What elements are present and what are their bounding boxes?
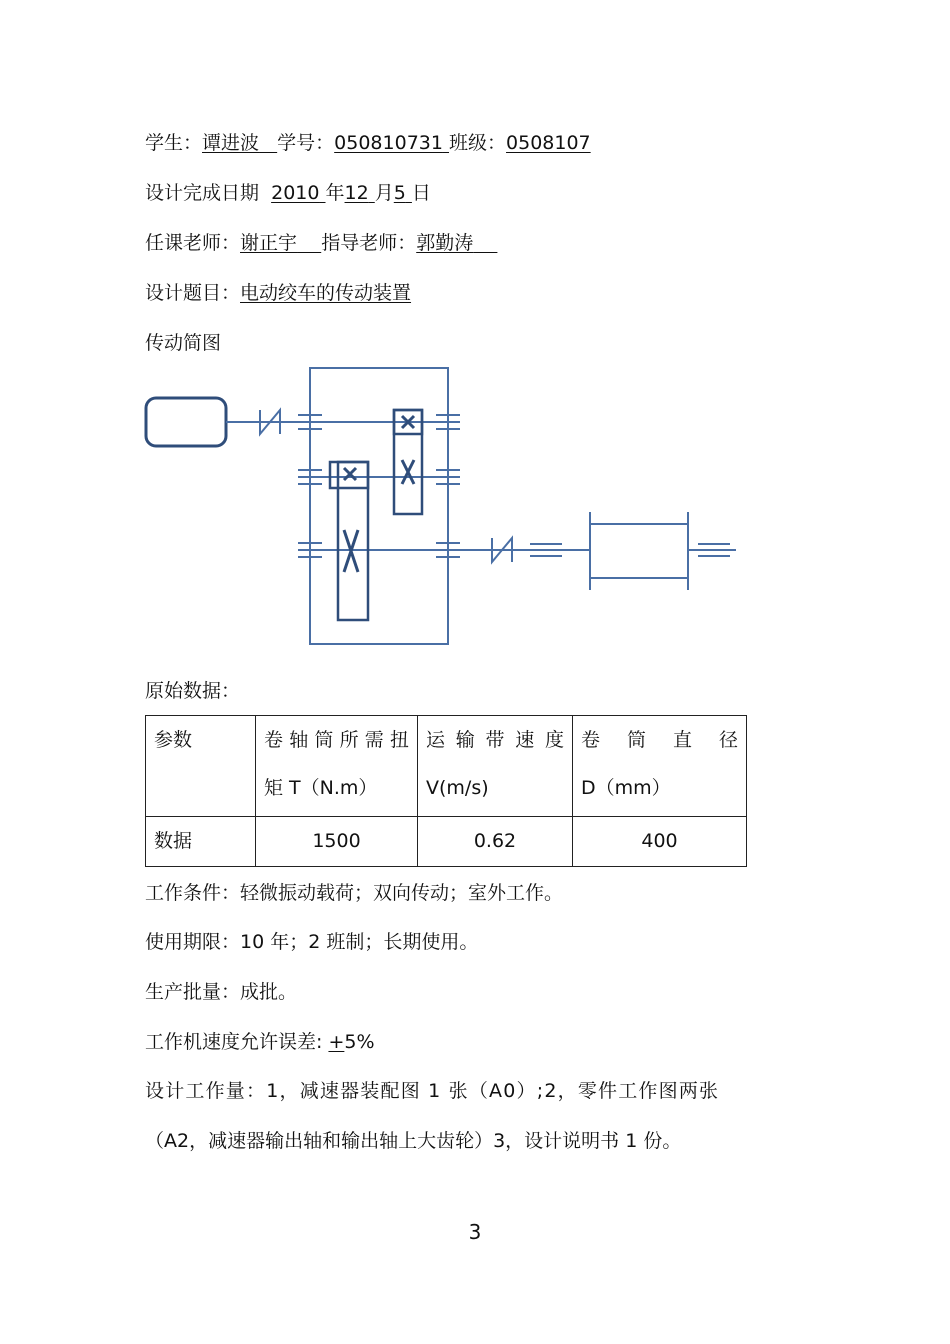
plus-minus-sign: + [328, 1031, 345, 1053]
header-cell-param: 参数 [146, 716, 256, 817]
topic-line [145, 280, 411, 306]
table-row [146, 817, 747, 867]
day-unit: 日 [411, 182, 431, 204]
production-batch: 生产批量：成批。 [145, 981, 298, 1003]
date-line [145, 180, 431, 206]
torque-value: 1500 [256, 817, 418, 867]
date-day: 5 [393, 182, 406, 204]
topic: 电动绞车的传动装置 [240, 282, 412, 304]
gearbox-housing [310, 368, 448, 644]
student-label: 学生： [145, 132, 203, 154]
student-info-line [145, 130, 591, 156]
transmission-diagram [130, 360, 750, 660]
page-number: 3 [468, 1220, 482, 1244]
student-name: 谭进波 [202, 132, 260, 154]
date-label: 设计完成日期 [145, 182, 260, 204]
advisor-name: 郭勤涛 [416, 232, 474, 254]
advisor-label: 指导老师： [321, 232, 417, 254]
year-unit: 年 [325, 182, 345, 204]
speed-value: 0.62 [418, 817, 573, 867]
data-heading: 原始数据： [145, 680, 241, 702]
workload-line-1: 设计工作量：1，减速器装配图 1 张（A0）;2，零件工作图两张 [145, 1080, 720, 1102]
month-unit: 月 [374, 182, 394, 204]
diagram-heading: 传动简图 [145, 332, 222, 354]
header-cell-diameter: 卷 筒 直 径 D（mm） [573, 716, 747, 817]
date-year: 2010 [271, 182, 320, 204]
date-month: 12 [344, 182, 369, 204]
speed-tolerance: 工作机速度允许误差: +5% [145, 1031, 375, 1053]
diameter-value: 400 [573, 817, 747, 867]
class-id: 0508107 [506, 132, 591, 154]
topic-label: 设计题目： [145, 282, 241, 304]
parameter-table [145, 715, 747, 867]
teacher-label: 任课老师： [145, 232, 241, 254]
student-id: 050810731 [334, 132, 443, 154]
service-life: 使用期限：10 年；2 班制；长期使用。 [145, 931, 479, 953]
row-label: 数据 [146, 817, 256, 867]
student-id-label: 学号： [277, 132, 335, 154]
teacher-name: 谢正宇 [240, 232, 298, 254]
class-label: 班级： [449, 132, 507, 154]
motor [146, 398, 226, 446]
gear-stage1-large [394, 410, 422, 514]
work-conditions: 工作条件：轻微振动载荷；双向传动；室外工作。 [145, 882, 564, 904]
header-cell-torque: 卷轴筒所需扭 矩 T（N.m） [256, 716, 418, 817]
header-cell-speed: 运输带速度 V(m/s) [418, 716, 573, 817]
workload-line-2: （A2，减速器输出轴和输出轴上大齿轮）3，设计说明书 1 份。 [145, 1130, 682, 1152]
teacher-line [145, 230, 497, 256]
table-header-row [146, 716, 747, 817]
